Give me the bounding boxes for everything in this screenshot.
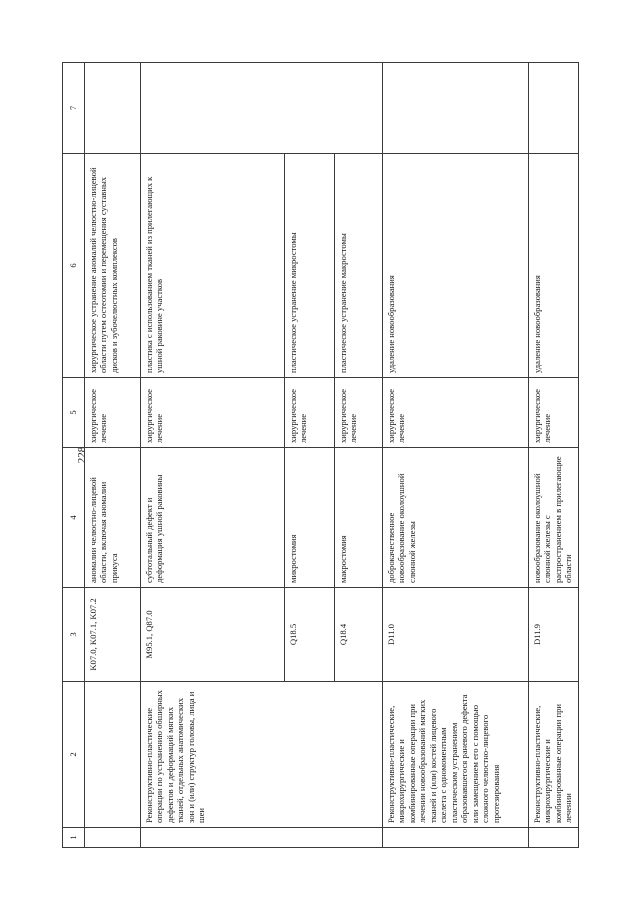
column-header: 5 (63, 378, 85, 448)
medical-procedures-table (62, 62, 579, 848)
patient-model-cell: доброкачественное новообразование околоушной слюнной железы (383, 448, 529, 588)
cost-cell (85, 63, 141, 154)
column-header: 4 (63, 448, 85, 588)
treatment-method-cell: хирургическое устранение аномалий челюстно-лицевой области путем остеотомии и перемещения суставных дисков и зубочелюстных комплексов (85, 154, 141, 378)
column-header: 1 (63, 828, 85, 848)
patient-model-cell: новообразование околоушной слюнной железы с распространением в прилегающие области (529, 448, 579, 588)
treatment-type-cell: хирургическое лечение (383, 378, 529, 448)
table-row (383, 63, 529, 848)
column-header: 6 (63, 154, 85, 378)
column-header: 7 (63, 63, 85, 154)
patient-model-cell: субтотальный дефект и деформация ушной раковины (141, 448, 285, 588)
row-number-cell (383, 828, 529, 848)
patient-model-cell: аномалии челюстно-лицевой области, включая аномалии прикуса (85, 448, 141, 588)
diagnosis-code-cell: Q18.5 (285, 588, 335, 682)
procedure-group-cell: Реконструктивно-пластические операции по устранению обширных дефектов и деформаций мягких тканей, отдельных анатомических зон и (или) структур головы, лица и шеи (141, 682, 383, 828)
diagnosis-code-cell: D11.0 (383, 588, 529, 682)
row-number-cell (141, 828, 383, 848)
diagnosis-code-cell: Q18.4 (335, 588, 383, 682)
diagnosis-code-cell: D11.9 (529, 588, 579, 682)
treatment-type-cell: хирургическое лечение (85, 378, 141, 448)
treatment-method-cell: пластическое устранение микростомы (285, 154, 335, 378)
patient-model-cell: микростомия (285, 448, 335, 588)
table-row (141, 63, 285, 848)
column-header: 3 (63, 588, 85, 682)
table-row (529, 63, 579, 848)
diagnosis-code-cell: M95.1, Q87.0 (141, 588, 285, 682)
header-row (63, 63, 85, 848)
cost-cell (383, 63, 529, 154)
row-number-cell (529, 828, 579, 848)
diagnosis-code-cell: K07.0, K07.1, K07.2 (85, 588, 141, 682)
treatment-method-cell: пластика с использованием тканей из прилегающих к ушной раковине участков (141, 154, 285, 378)
row-number-cell (85, 828, 141, 848)
treatment-method-cell: удаление новообразования (529, 154, 579, 378)
procedure-group-cell: Реконструктивно-пластические, микрохирургические и комбинированные операции при лечении новообразований мягких тканей и (или) костей лицевого скелета с одномоментным пластическим устранением образовавшегося раневого дефекта или замещением его с помощью сложного челюстно-лицевого протезирования (383, 682, 529, 828)
column-header: 2 (63, 682, 85, 828)
treatment-method-cell: пластическое устранение макростомы (335, 154, 383, 378)
treatment-type-cell: хирургическое лечение (335, 378, 383, 448)
treatment-type-cell: хирургическое лечение (285, 378, 335, 448)
table-row (85, 63, 141, 848)
patient-model-cell: макростомия (335, 448, 383, 588)
cost-cell (141, 63, 383, 154)
procedure-group-cell (85, 682, 141, 828)
treatment-type-cell: хирургическое лечение (141, 378, 285, 448)
rotated-table-page (62, 63, 577, 848)
page-number: 228 (76, 446, 88, 464)
treatment-method-cell: удаление новообразования (383, 154, 529, 378)
treatment-type-cell: хирургическое лечение (529, 378, 579, 448)
cost-cell (529, 63, 579, 154)
procedure-group-cell: Реконструктивно-пластические, микрохирургические и комбинированные операции при лечении (529, 682, 579, 828)
